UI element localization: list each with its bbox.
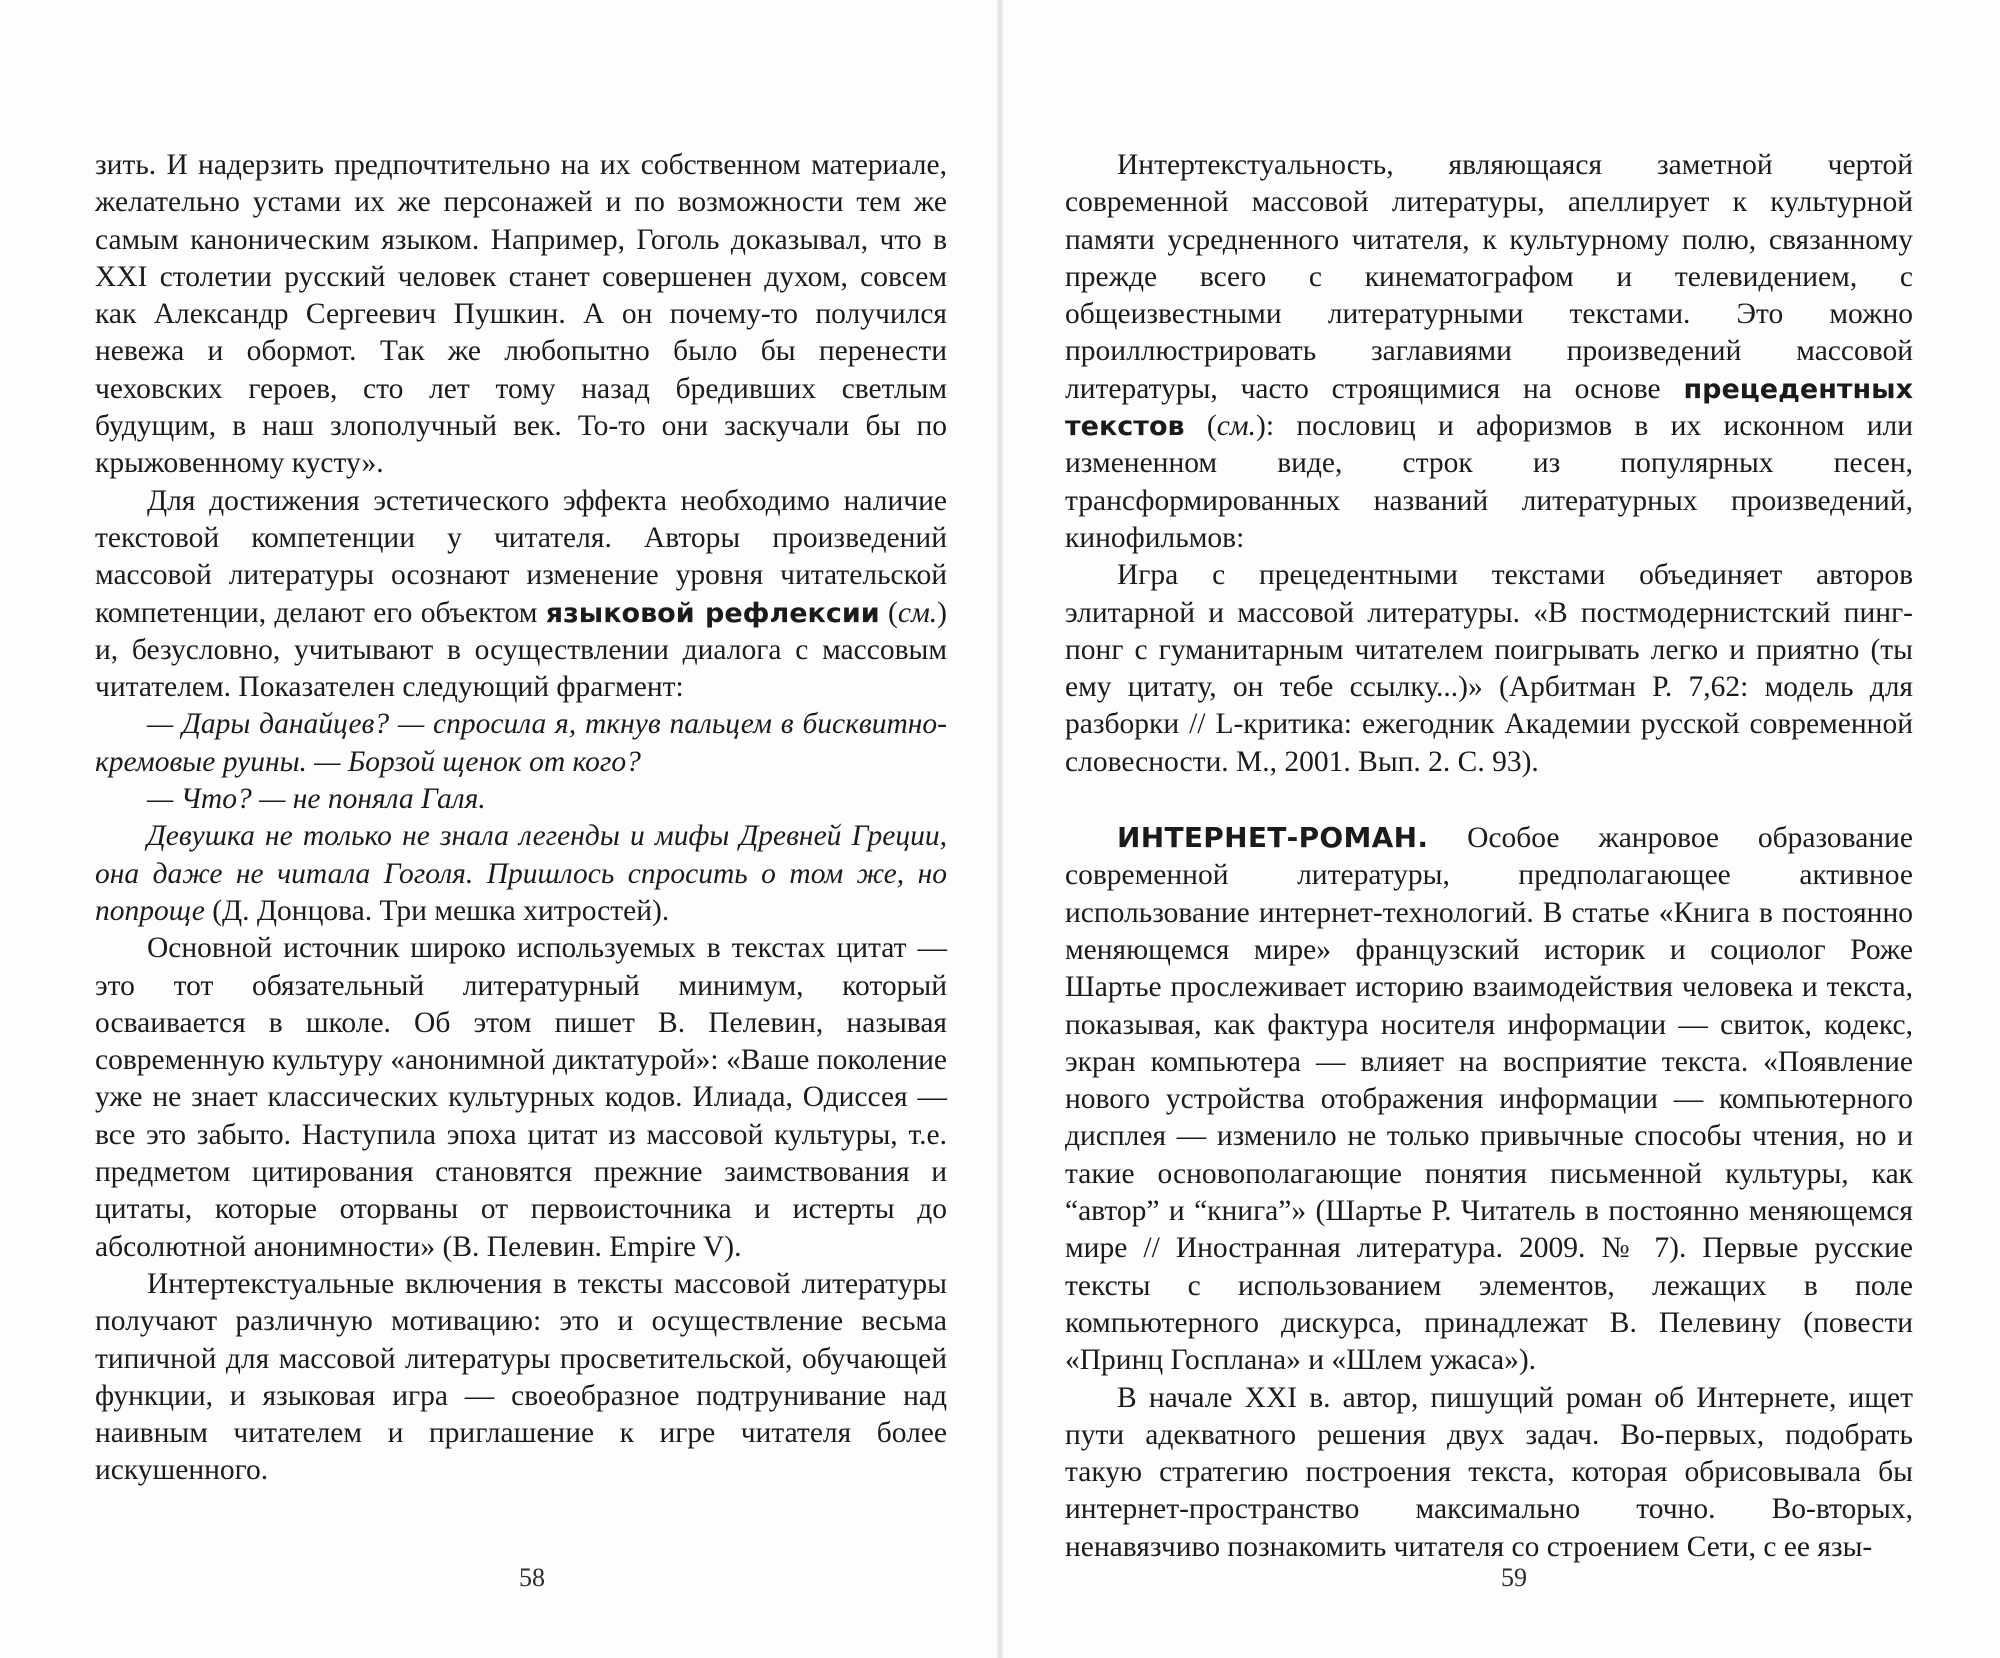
right-paragraph-2: [1065, 557, 1913, 781]
text-segment: зить. И надерзить предпочтительно на их собственном материале, желательно устами их же персонажей и по возможности тем же самым каноническим языком. Например, Гоголь доказывал, что в XXI столетии русский человек станет совершенен духом, совсем как Александр Сергеевич Пушкин. А он почему-то получился невежа и обормот. Так же любопытно было бы перенести чеховских героев, сто лет тому назад бредивших светлым будущим, в наш злополучный век. То-то они заскучали бы по крыжовенному кусту».: [95, 149, 947, 480]
entry-internet-novel: [1065, 819, 1913, 1379]
left-paragraph-1: [95, 147, 947, 483]
left-paragraph-4: [95, 781, 947, 818]
text-segment: Игра с прецедентными текстами объединяет авторов элитарной и массовой литературы. «В постмодернистский пинг-понг с гуманитарным читателем поигрывать легко и приятно (ты ему цитату, он тебе ссылку...)» (Арбитман Р. 7,62: модель для разборки // L-критика: ежегодник Академии русской современной словесности. М., 2001. Вып. 2. С. 93).: [1065, 559, 1913, 778]
text-segment: (: [879, 596, 898, 629]
text-segment: ) и, безусловно, учитывают в осуществлении диалога с массовым читателем. Показателен следующий фрагмент:: [95, 596, 947, 704]
text-segment: Интертекстуальность, являющаяся заметной чертой современной массовой литературы, апеллирует к культурной памяти усредненного читателя, к культурному полю, связанному прежде всего с кинематографом и телевидением, с общеизвестными литературными текстами. Это можно проиллюстрировать заглавиями произведений массовой литературы, часто строящимися на основе: [1065, 149, 1913, 405]
page-number-left: 58: [519, 1563, 545, 1592]
book-gutter: [997, 0, 1003, 1658]
left-paragraph-7: [95, 1266, 947, 1490]
right-paragraph-1: [1065, 147, 1913, 557]
quote-segment: Девушка не только не знала легенды и мифы Древней Греции, она даже не читала Гоголя. Пришлось спросить о том же, но попроще: [95, 820, 947, 927]
right-paragraph-4: [1065, 1380, 1913, 1566]
text-segment: Основной источник широко используемых в текстах цитат — это тот обязательный литературный минимум, который осваивается в школе. Об этом пишет В. Пелевин, называя современную культуру «анонимной диктатурой»: «Ваше поколение уже не знает классических культурных кодов. Илиада, Одиссея — все это забыто. Наступила эпоха цитат из массовой культуры, т.е. предметом цитирования становятся прежние заимствования и цитаты, которые оторваны от первоисточника и истерты до абсолютной анонимности» (В. Пелевин. Empire V).: [95, 932, 947, 1263]
left-page: [95, 147, 947, 1490]
quote-segment: — Дары данайцев? — спросила я, ткнув пальцем в бисквитно-кремовые руины. — Борзой щенок от кого?: [95, 708, 947, 778]
text-segment: ): пословиц и афоризмов в их исконном или измененном виде, строк из популярных песен, трансформированных названий литературных произведений, кинофильмов:: [1065, 410, 1913, 554]
cross-reference: см.: [897, 596, 938, 629]
left-paragraph-3: [95, 706, 947, 781]
text-segment: Для достижения эстетического эффекта необходимо наличие текстовой компетенции у читателя. Авторы произведений массовой литературы осознают изменение уровня читательской компетенции, делают его объектом: [95, 484, 947, 629]
page-number-right: 59: [1501, 1563, 1527, 1592]
left-paragraph-6: [95, 930, 947, 1266]
right-page: [1065, 147, 1913, 1566]
text-segment: (: [1184, 410, 1217, 443]
text-segment: Особое жанровое образование современной литературы, предполагающее активное использование интернет-технологий. В статье «Книга в постоянно меняющемся мире» французский историк и социолог Роже Шартье прослеживает историю взаимодействия человека и текста, показывая, как фактура носителя информации — свиток, кодекс, экран компьютера — влияет на восприятие текста. «Появление нового устройства отображения информации — компьютерного дисплея — изменило не только привычные способы чтения, но и такие основополагающие понятия письменной культуры, как “автор” и “книга”» (Шартье Р. Читатель в постоянно меняющемся мире // Иностранная литература. 2009. № 7). Первые русские тексты с использованием элементов, лежащих в поле компьютерного дискурса, принадлежат В. Пелевину (повести «Принц Госплана» и «Шлем ужаса»).: [1065, 822, 1913, 1377]
cross-reference: см.: [1216, 410, 1256, 443]
entry-heading: ИНТЕРНЕТ-РОМАН.: [1117, 821, 1429, 855]
text-segment: (Д. Донцова. Три мешка хитростей).: [204, 894, 670, 927]
term-bold: языковой рефлексии: [545, 597, 880, 629]
term-bold: прецедентных текстов: [1065, 373, 1913, 443]
text-segment: Интертекстуальные включения в тексты массовой литературы получают различную мотивацию: это и осуществление весьма типичной для массовой литературы просветительской, обучающей функции, и языковая игра — своеобразное подтрунивание над наивным читателем и приглашение к игре читателя более искушенного.: [95, 1267, 947, 1487]
left-paragraph-2: [95, 483, 947, 707]
quote-segment: — Что? — не поняла Галя.: [147, 783, 486, 816]
text-segment: В начале XXI в. автор, пишущий роман об Интернете, ищет пути адекватного решения двух задач. Во-первых, подобрать такую стратегию построения текста, которая обрисовывала бы интернет-пространство максимально точно. Во-вторых, ненавязчиво познакомить читателя со строением Сети, с ее язы-: [1065, 1381, 1913, 1563]
left-paragraph-5: [95, 818, 947, 930]
